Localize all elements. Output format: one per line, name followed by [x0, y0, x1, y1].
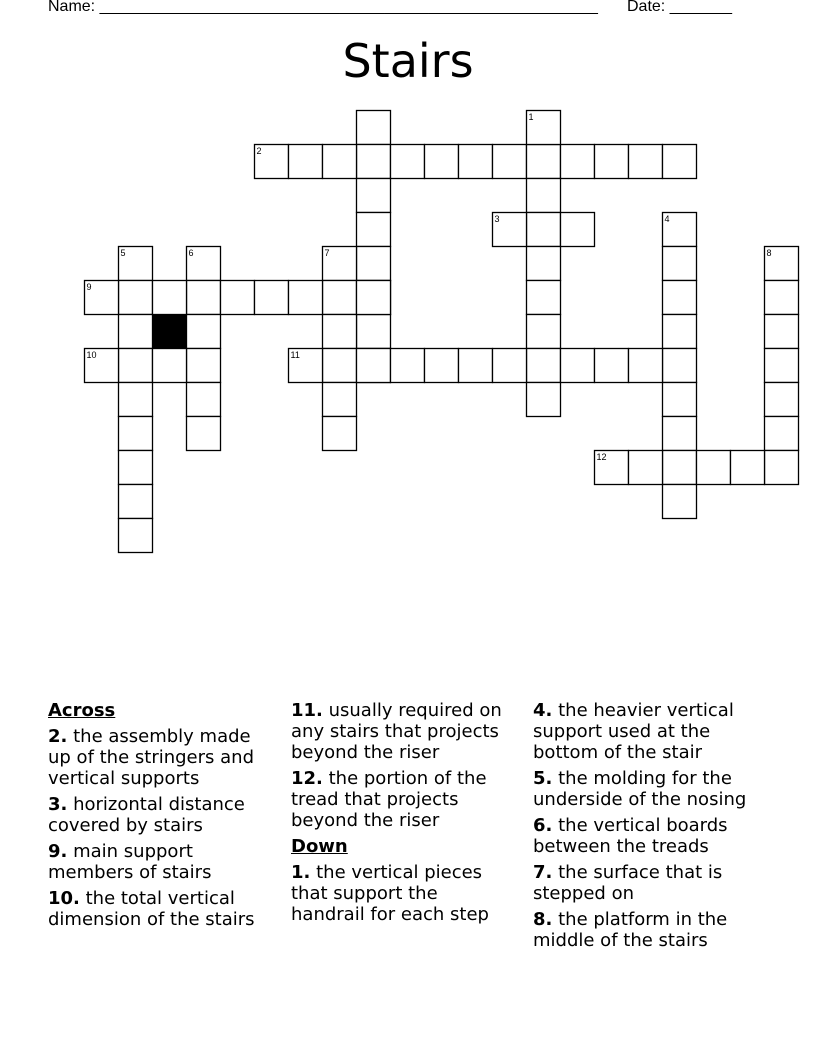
clue-item: [533, 862, 759, 904]
cell-number: 8: [766, 248, 772, 258]
cell-number: 10: [86, 350, 97, 360]
crossword-cell[interactable]: [221, 281, 255, 315]
clue-item: [533, 909, 759, 951]
crossword-cell[interactable]: [663, 485, 697, 519]
crossword-cell[interactable]: [187, 417, 221, 451]
crossword-cell[interactable]: [663, 383, 697, 417]
crossword-cell[interactable]: [561, 349, 595, 383]
crossword-cell[interactable]: [187, 281, 221, 315]
cell-number: 6: [188, 248, 194, 258]
crossword-cell[interactable]: [357, 111, 391, 145]
crossword-cell[interactable]: [731, 451, 765, 485]
cell-number: 9: [86, 282, 92, 292]
crossword-cell[interactable]: [765, 451, 799, 485]
clue-number: 5.: [533, 768, 553, 789]
crossword-cell[interactable]: [561, 213, 595, 247]
crossword-cell[interactable]: [323, 145, 357, 179]
clue-item: [533, 768, 759, 810]
crossword-cell[interactable]: [425, 349, 459, 383]
crossword-cell[interactable]: [663, 417, 697, 451]
crossword-cell[interactable]: [119, 451, 153, 485]
crossword-cell[interactable]: [119, 349, 153, 383]
crossword-cell[interactable]: [187, 315, 221, 349]
down-heading: Down: [291, 836, 348, 857]
crossword-cell[interactable]: [527, 145, 561, 179]
crossword-cell[interactable]: [119, 281, 153, 315]
clue-item: [48, 726, 274, 789]
clue-number: 10.: [48, 888, 80, 909]
clue-number: 11.: [291, 700, 323, 721]
crossword-cell[interactable]: [289, 281, 323, 315]
clue-number: 7.: [533, 862, 553, 883]
crossword-cell[interactable]: [425, 145, 459, 179]
crossword-cell[interactable]: [527, 281, 561, 315]
clue-number: 6.: [533, 815, 553, 836]
crossword-cell[interactable]: [187, 383, 221, 417]
crossword-cell[interactable]: [663, 451, 697, 485]
crossword-cell[interactable]: [153, 349, 187, 383]
clues-column-2: [291, 700, 517, 930]
clue-item: [291, 768, 517, 831]
crossword-cell[interactable]: [527, 315, 561, 349]
crossword-cell[interactable]: [595, 145, 629, 179]
crossword-cell[interactable]: [561, 145, 595, 179]
crossword-cell[interactable]: [119, 417, 153, 451]
clue-text: horizontal distance covered by stairs: [48, 794, 245, 836]
crossword-cell[interactable]: [323, 315, 357, 349]
crossword-cell[interactable]: [765, 315, 799, 349]
crossword-cell[interactable]: [595, 349, 629, 383]
crossword-cell[interactable]: [459, 349, 493, 383]
crossword-cell[interactable]: [187, 349, 221, 383]
clue-text: the heavier vertical support used at the bottom of the stair: [533, 700, 734, 763]
cell-number: 12: [596, 452, 607, 462]
crossword-cell[interactable]: [765, 417, 799, 451]
clue-text: the platform in the middle of the stairs: [533, 909, 728, 951]
crossword-cell[interactable]: [663, 247, 697, 281]
clue-text: the total vertical dimension of the stairs: [48, 888, 255, 930]
clue-number: 9.: [48, 841, 68, 862]
crossword-cell[interactable]: [527, 247, 561, 281]
crossword-cell[interactable]: [357, 213, 391, 247]
crossword-cell[interactable]: [153, 281, 187, 315]
crossword-cell[interactable]: [391, 349, 425, 383]
clue-text: the vertical pieces that support the handrail for each step: [291, 862, 489, 925]
cell-number: 4: [664, 214, 670, 224]
cell-number: 5: [120, 248, 126, 258]
crossword-cell[interactable]: [629, 145, 663, 179]
crossword-cell[interactable]: [663, 281, 697, 315]
clue-text: the vertical boards between the treads: [533, 815, 728, 857]
clue-item: [533, 700, 759, 763]
clue-text: main support members of stairs: [48, 841, 212, 883]
crossword-cell[interactable]: [663, 145, 697, 179]
crossword-cell[interactable]: [323, 349, 357, 383]
page-title: Stairs: [342, 34, 474, 88]
crossword-cell[interactable]: [527, 179, 561, 213]
across-heading: Across: [48, 700, 116, 721]
date-field-label: Date: _______: [627, 0, 732, 15]
crossword-cell[interactable]: [493, 349, 527, 383]
crossword-cell[interactable]: [119, 383, 153, 417]
crossword-cell[interactable]: [323, 417, 357, 451]
crossword-cell[interactable]: [119, 485, 153, 519]
clue-text: the assembly made up of the stringers and vertical supports: [48, 726, 254, 789]
clue-item: [291, 862, 517, 925]
clue-number: 12.: [291, 768, 323, 789]
crossword-cell[interactable]: [527, 213, 561, 247]
cell-number: 3: [494, 214, 500, 224]
crossword-cell[interactable]: [493, 145, 527, 179]
crossword-cell[interactable]: [765, 349, 799, 383]
crossword-cell[interactable]: [357, 247, 391, 281]
cell-number: 1: [528, 112, 534, 122]
clues-column-3: [533, 700, 759, 956]
clue-text: the portion of the tread that projects beyond the riser: [291, 768, 487, 831]
clues-column-1: [48, 700, 274, 935]
clue-item: [533, 815, 759, 857]
clue-number: 4.: [533, 700, 553, 721]
clue-number: 8.: [533, 909, 553, 930]
cell-number: 11: [290, 350, 300, 360]
clue-number: 2.: [48, 726, 68, 747]
crossword-cell[interactable]: [357, 349, 391, 383]
crossword-cell[interactable]: [119, 519, 153, 553]
crossword-cell[interactable]: [663, 315, 697, 349]
clue-text: the surface that is stepped on: [533, 862, 723, 904]
clue-text: the molding for the underside of the nosing: [533, 768, 747, 810]
crossword-cell[interactable]: [357, 145, 391, 179]
name-field-label: Name: ________________________________________________________: [48, 0, 598, 15]
clue-item: [48, 888, 274, 930]
crossword-cell[interactable]: [357, 179, 391, 213]
crossword-cell[interactable]: [357, 281, 391, 315]
crossword-cell[interactable]: [663, 349, 697, 383]
crossword-cell[interactable]: [527, 349, 561, 383]
crossword-cell[interactable]: [289, 145, 323, 179]
clue-number: 1.: [291, 862, 311, 883]
clue-item: [291, 700, 517, 763]
crossword-cell[interactable]: [357, 315, 391, 349]
crossword-cell[interactable]: [323, 281, 357, 315]
cell-number: 2: [256, 146, 262, 156]
crossword-block-cell: [153, 315, 187, 349]
crossword-cell[interactable]: [527, 383, 561, 417]
clue-item: [48, 841, 274, 883]
crossword-cell[interactable]: [459, 145, 493, 179]
crossword-cell[interactable]: [119, 315, 153, 349]
crossword-cell[interactable]: [255, 281, 289, 315]
clue-number: 3.: [48, 794, 68, 815]
crossword-cell[interactable]: [697, 451, 731, 485]
crossword-cell[interactable]: [765, 383, 799, 417]
crossword-cell[interactable]: [765, 281, 799, 315]
clue-text: usually required on any stairs that projects beyond the riser: [291, 700, 502, 763]
crossword-cell[interactable]: [391, 145, 425, 179]
clue-item: [48, 794, 274, 836]
crossword-cell[interactable]: [629, 451, 663, 485]
crossword-cell[interactable]: [629, 349, 663, 383]
cell-number: 7: [324, 248, 330, 258]
crossword-cell[interactable]: [323, 383, 357, 417]
